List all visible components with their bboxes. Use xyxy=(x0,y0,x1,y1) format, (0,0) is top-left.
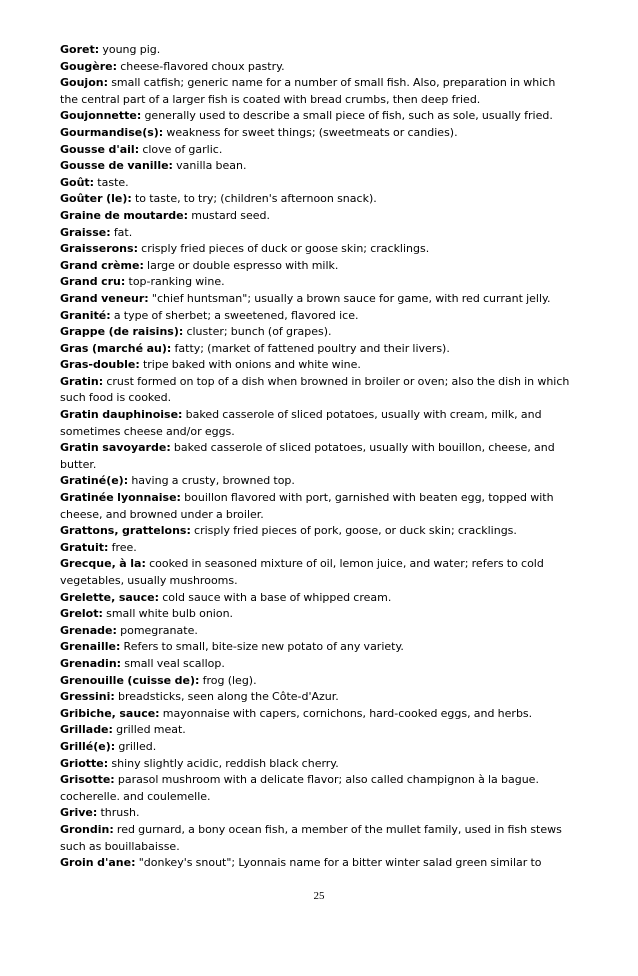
entry-definition: top-ranking wine. xyxy=(128,275,225,289)
entry-term: Gratuit: xyxy=(60,540,109,554)
entry-definition: cold sauce with a base of whipped cream. xyxy=(162,590,392,604)
entry-definition: baked casserole of sliced potatoes, usually with bouillon, cheese, and butter. xyxy=(60,441,555,471)
entry-term: Groin d'ane: xyxy=(60,856,136,870)
entry-term: Grand veneur: xyxy=(60,291,149,305)
entry-definition: Refers to small, bite-size new potato of any variety. xyxy=(123,640,404,654)
entry-term: Goujonnette: xyxy=(60,109,142,123)
page-number: 25 xyxy=(313,890,325,902)
glossary-entry xyxy=(60,407,572,440)
entry-definition: small veal scallop. xyxy=(124,656,225,670)
entry-definition: vanilla bean. xyxy=(176,159,247,173)
glossary-entry xyxy=(60,125,572,142)
glossary-entries xyxy=(60,42,572,872)
entry-term: Gribiche, sauce: xyxy=(60,706,160,720)
glossary-entry xyxy=(60,341,572,358)
entry-term: Gressini: xyxy=(60,690,115,704)
glossary-entry xyxy=(60,739,572,756)
entry-term: Gougère: xyxy=(60,59,118,73)
glossary-entry xyxy=(60,42,572,59)
entry-term: Grand cru: xyxy=(60,275,126,289)
entry-term: Gourmandise(s): xyxy=(60,125,164,139)
entry-term: Granité: xyxy=(60,308,111,322)
entry-term: Grillade: xyxy=(60,723,113,737)
entry-definition: pomegranate. xyxy=(120,623,198,637)
entry-definition: large or double espresso with milk. xyxy=(147,258,339,272)
glossary-entry xyxy=(60,142,572,159)
entry-definition: crisply fried pieces of duck or goose skin; cracklings. xyxy=(141,242,430,256)
entry-term: Grecque, à la: xyxy=(60,557,146,571)
entry-term: Grillé(e): xyxy=(60,739,116,753)
entry-definition: "donkey's snout"; Lyonnais name for a bitter winter salad green similar to xyxy=(138,856,542,870)
entry-term: Grelot: xyxy=(60,607,103,621)
glossary-entry xyxy=(60,639,572,656)
entry-term: Graine de moutarde: xyxy=(60,208,189,222)
entry-definition: having a crusty, browned top. xyxy=(131,474,295,488)
entry-definition: generally used to describe a small piece of fish, such as sole, usually fried. xyxy=(144,109,553,123)
entry-term: Grive: xyxy=(60,806,98,820)
entry-definition: to taste, to try; (children's afternoon snack). xyxy=(134,192,377,206)
entry-definition: free. xyxy=(111,540,137,554)
entry-term: Gratiné(e): xyxy=(60,474,129,488)
glossary-entry xyxy=(60,274,572,291)
entry-term: Grondin: xyxy=(60,822,114,836)
entry-term: Gratin savoyarde: xyxy=(60,441,171,455)
entry-term: Gratin dauphinoise: xyxy=(60,408,183,422)
entry-definition: bouillon flavored with port, garnished with beaten egg, topped with cheese, and browned under a broiler. xyxy=(60,491,554,521)
glossary-entry xyxy=(60,208,572,225)
glossary-entry xyxy=(60,191,572,208)
entry-definition: baked casserole of sliced potatoes, usually with cream, milk, and sometimes cheese and/or eggs. xyxy=(60,408,542,438)
entry-definition: grilled meat. xyxy=(116,723,186,737)
entry-term: Grisotte: xyxy=(60,773,115,787)
entry-definition: frog (leg). xyxy=(202,673,257,687)
entry-definition: mayonnaise with capers, cornichons, hard-cooked eggs, and herbs. xyxy=(162,706,533,720)
entry-definition: cluster; bunch (of grapes). xyxy=(186,325,332,339)
entry-term: Graisse: xyxy=(60,225,111,239)
entry-definition: parasol mushroom with a delicate flavor; also called champignon à la bague. cocherelle. and coulemelle. xyxy=(60,773,539,803)
glossary-entry xyxy=(60,689,572,706)
entry-term: Goret: xyxy=(60,43,100,56)
entry-definition: cooked in seasoned mixture of oil, lemon juice, and water; refers to cold vegetables, usually mushrooms. xyxy=(60,557,544,587)
glossary-entry xyxy=(60,606,572,623)
glossary-entry xyxy=(60,225,572,242)
glossary-entry xyxy=(60,324,572,341)
entry-term: Grenouille (cuisse de): xyxy=(60,673,200,687)
entry-term: Gras-double: xyxy=(60,358,140,372)
glossary-entry xyxy=(60,656,572,673)
entry-definition: shiny slightly acidic, reddish black cherry. xyxy=(111,756,339,770)
glossary-entry xyxy=(60,357,572,374)
glossary-entry xyxy=(60,158,572,175)
entry-term: Griotte: xyxy=(60,756,109,770)
entry-term: Grenaille: xyxy=(60,640,121,654)
glossary-entry xyxy=(60,805,572,822)
entry-definition: red gurnard, a bony ocean fish, a member of the mullet family, used in fish stews such as bouillabaisse. xyxy=(60,822,562,853)
glossary-entry xyxy=(60,756,572,773)
entry-term: Gratinée lyonnaise: xyxy=(60,491,181,505)
entry-term: Goujon: xyxy=(60,76,108,90)
entry-term: Gousse d'ail: xyxy=(60,142,140,156)
glossary-entry xyxy=(60,822,572,855)
entry-term: Grand crème: xyxy=(60,258,144,272)
entry-term: Grelette, sauce: xyxy=(60,590,160,604)
entry-definition: small catfish; generic name for a number of small fish. Also, preparation in which the central part of a larger fish is coated with bread crumbs, then deep fried. xyxy=(60,76,556,106)
entry-definition: thrush. xyxy=(100,806,140,820)
glossary-entry xyxy=(60,590,572,607)
entry-term: Gras (marché au): xyxy=(60,341,172,355)
entry-definition: clove of garlic. xyxy=(142,142,223,156)
glossary-entry xyxy=(60,855,572,872)
entry-term: Grappe (de raisins): xyxy=(60,325,184,339)
glossary-page xyxy=(60,42,572,872)
glossary-entry xyxy=(60,623,572,640)
glossary-entry xyxy=(60,75,572,108)
entry-definition: fatty; (market of fattened poultry and their livers). xyxy=(174,341,450,355)
entry-term: Gousse de vanille: xyxy=(60,159,173,173)
glossary-entry xyxy=(60,258,572,275)
entry-definition: fat. xyxy=(113,225,133,239)
entry-term: Grattons, grattelons: xyxy=(60,524,191,538)
glossary-entry xyxy=(60,473,572,490)
glossary-entry xyxy=(60,241,572,258)
glossary-entry xyxy=(60,540,572,557)
entry-term: Grenade: xyxy=(60,623,117,637)
entry-term: Goût: xyxy=(60,175,95,189)
glossary-entry xyxy=(60,706,572,723)
entry-definition: mustard seed. xyxy=(191,208,270,222)
glossary-entry xyxy=(60,490,572,523)
entry-term: Goûter (le): xyxy=(60,192,132,206)
entry-definition: taste. xyxy=(97,175,129,189)
entry-term: Grenadin: xyxy=(60,656,122,670)
glossary-entry xyxy=(60,772,572,805)
entry-term: Graisserons: xyxy=(60,242,138,256)
glossary-entry xyxy=(60,523,572,540)
glossary-entry xyxy=(60,308,572,325)
entry-definition: weakness for sweet things; (sweetmeats or candies). xyxy=(166,125,458,139)
glossary-entry xyxy=(60,108,572,125)
entry-definition: crisply fried pieces of pork, goose, or duck skin; cracklings. xyxy=(194,524,517,538)
glossary-entry xyxy=(60,175,572,192)
entry-definition: a type of sherbet; a sweetened, flavored ice. xyxy=(113,308,359,322)
glossary-entry xyxy=(60,722,572,739)
entry-definition: "chief huntsman"; usually a brown sauce for game, with red currant jelly. xyxy=(151,291,551,305)
glossary-entry xyxy=(60,291,572,308)
entry-definition: young pig. xyxy=(102,43,161,56)
entry-definition: grilled. xyxy=(118,739,157,753)
entry-definition: crust formed on top of a dish when browned in broiler or oven; also the dish in which such food is cooked. xyxy=(60,374,570,405)
entry-definition: tripe baked with onions and white wine. xyxy=(142,358,361,372)
glossary-entry xyxy=(60,59,572,76)
glossary-entry xyxy=(60,556,572,589)
entry-definition: small white bulb onion. xyxy=(106,607,234,621)
glossary-entry xyxy=(60,374,572,407)
entry-term: Gratin: xyxy=(60,374,104,388)
glossary-entry xyxy=(60,440,572,473)
glossary-entry xyxy=(60,673,572,690)
entry-definition: cheese-flavored choux pastry. xyxy=(120,59,285,73)
entry-definition: breadsticks, seen along the Côte-d'Azur. xyxy=(117,690,339,704)
